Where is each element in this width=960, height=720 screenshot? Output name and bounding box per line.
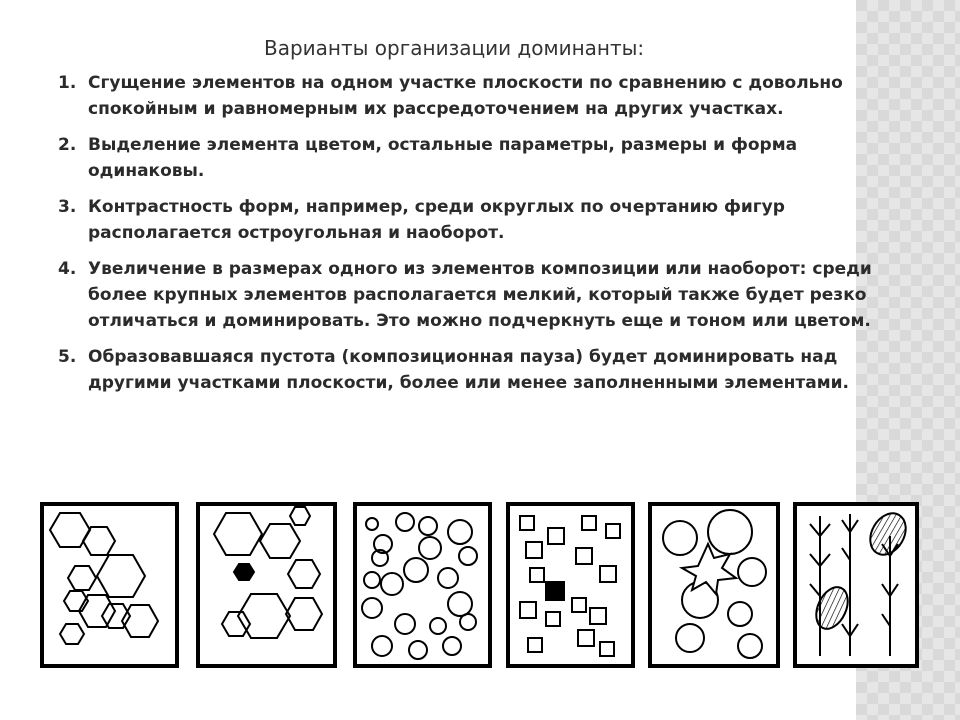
item-number: 2. [58, 135, 77, 155]
item-number: 5. [58, 347, 77, 367]
panel-filled-element [198, 504, 335, 666]
composition-illustrations [0, 496, 960, 686]
slide-title: Варианты организации доминанты: [264, 36, 645, 60]
item-number: 4. [58, 259, 77, 279]
panel-hexagon-cluster [42, 504, 177, 666]
panel-circles-size [355, 504, 490, 666]
dominant-variants-list [58, 70, 908, 396]
item-text: Контрастность форм, например, среди округлых по очертанию фигур располагается остроугольная и наоборот. [88, 197, 785, 243]
list-item [58, 344, 908, 396]
panel-star-among-circles [650, 504, 778, 666]
panel-squares-dark-square [508, 504, 633, 666]
list-item [58, 132, 908, 184]
list-item [58, 256, 908, 334]
list-item [58, 70, 908, 122]
panel-branches-hatched-ovals [795, 504, 917, 666]
item-text: Выделение элемента цветом, остальные параметры, размеры и форма одинаковы. [88, 135, 798, 181]
item-number: 3. [58, 197, 77, 217]
list-item [58, 194, 908, 246]
item-number: 1. [58, 73, 77, 93]
item-text: Увеличение в размерах одного из элементов композиции или наоборот: среди более крупных элементов располагается мелкий, который также будет резко отличаться и доминировать. Это можно подчеркнуть еще и тоном или цветом. [88, 259, 872, 331]
item-text: Сгущение элементов на одном участке плоскости по сравнению с довольно спокойным и равномерным их рассредоточением на других участках. [88, 73, 843, 119]
item-text: Образовавшаяся пустота (композиционная пауза) будет доминировать над другими участками плоскости, более или менее заполненными элементами. [88, 347, 850, 393]
